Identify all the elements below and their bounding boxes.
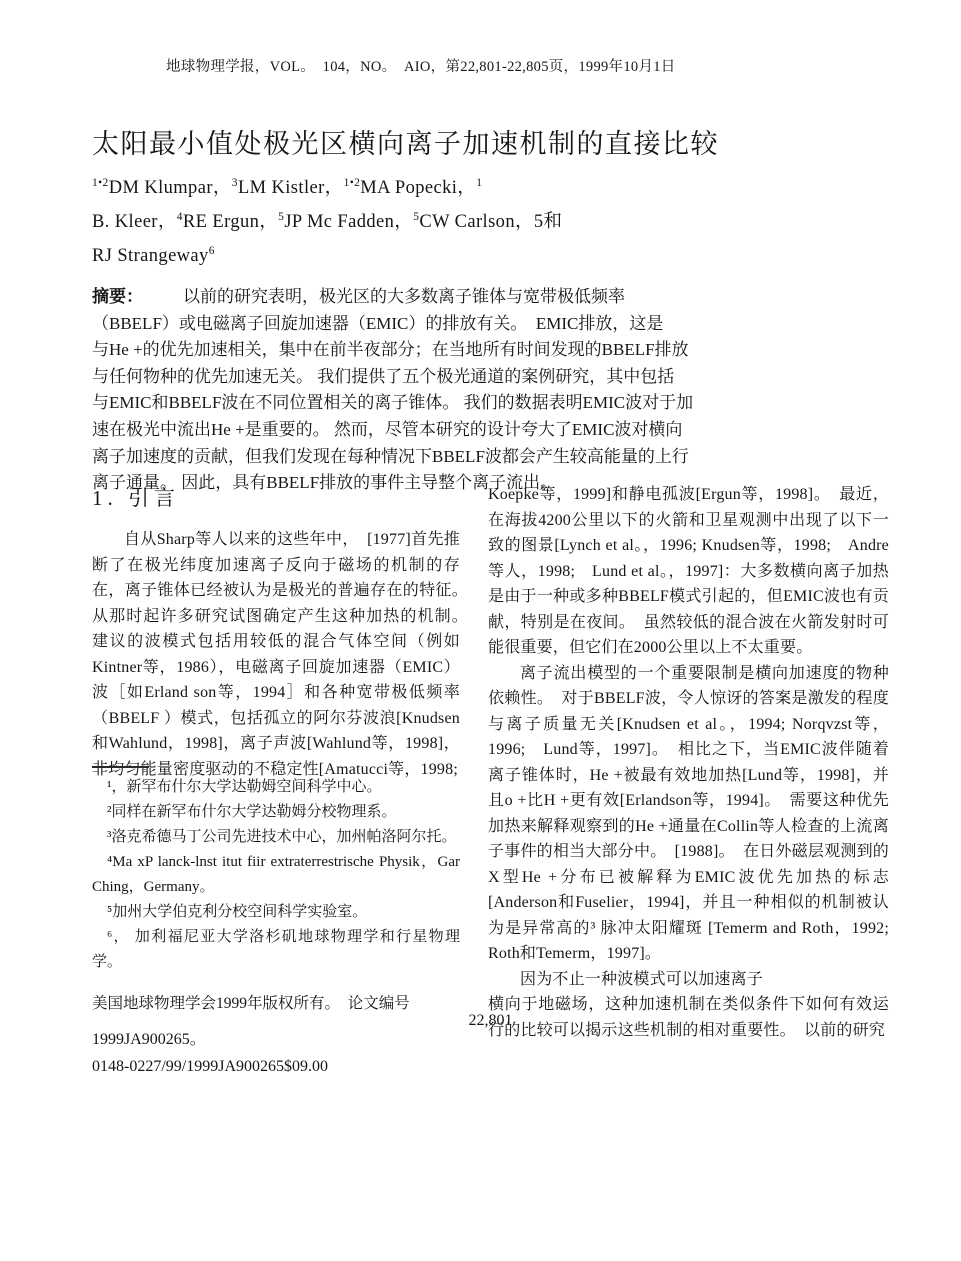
right-column [488,482,889,1182]
intro-paragraph-continued: Koepke等，1999]和静电孤波[Ergun等，1998]。 最近，在海拔4200公里以下的火箭和卫星观测中出现了以下一致的图景[Lynch et al。，1996; Knudsen等，1998; Andre等人，1998; Lund et al。，1997]：大多数横向离子加热是由于一种或多种BBELF模式引起的，但EMIC波也有贡献，特别是在夜间。 虽然较低的混合波在火箭发射时可能很重要，但它们在2000公里以上不太重要。 [488,486,889,656]
author-block [92,171,562,273]
footnote-rule [92,766,149,768]
two-column-body [92,482,889,1182]
abstract-text: 以前的研究表明，极光区的大多数离子锥体与宽带极低频率 [183,287,625,306]
author-line-1: $^{1•2}$DM Klumpar，$^3$LM Kistler，$^{1•2}$MA Popecki，$^1$ [92,176,483,198]
author-line-3: RJ Strangeway$^6$ [92,244,215,266]
intro-paragraph: 自从Sharp等人以来的这些年中， [1977]首先推断了在极光纬度加速离子反向于磁场的机制的存在，离子锥体已经被认为是极光的普遍存在的特征。 从那时起许多研究试图确定产生这种加热的机制。 建议的波模式包括用较低的混合气体空间（例如Kintner等，1986），电磁离子回旋加速器（EMIC）波［如Erland son等，1994］和各种宽带极低频率（BBELF ）模式，包括孤立的阿尔芬波浪[Knudsen和Wahlund，1998]，离子声波[Wahlund等，1998]，非均匀能量密度驱动的不稳定性[Amatucci等，1998; [92,531,477,778]
abstract-line: 离子通量。 因此，具有BBELF排放的事件主导整个离子流出。 [92,473,558,493]
footnote-2: ²同样在新罕布什尔大学达勒姆分校物理系。 [107,804,397,820]
abstract-line: 速在极光中流出He +是重要的。 然而，尽管本研究的设计夸大了EMIC波对横向 [92,419,683,439]
footnote-1: ¹，新罕布什尔大学达勒姆空间科学中心。 [107,779,382,795]
footnote-3: ³洛克希德马丁公司先进技术中心，加州帕洛阿尔托。 [107,829,457,845]
page-number: 22,801 [468,1012,513,1029]
footnote-5: ⁵加州大学伯克利分校空间科学实验室。 [107,904,368,920]
section-heading-introduction: 1. 引言 [92,486,180,510]
abstract [92,284,806,497]
abstract-line: 与EMIC和BBELF波在不同位置相关的离子锥体。 我们的数据表明EMIC波对于加 [92,393,694,413]
abstract-line: （BBELF）或电磁离子回旋加速器（EMIC）的排放有关。 EMIC排放，这是 [92,313,664,333]
footnote-block [92,766,460,1079]
copyright-line: 美国地球物理学会1999年版权所有。 论文编号 [92,995,410,1012]
footnote-6: ⁶， 加利福尼亚大学洛杉矶地球物理学和行星物理学。 [92,929,460,970]
article-number: 1999JA900265。 [92,1031,206,1048]
issn-line: 0148-0227/99/1999JA900265$09.00 [92,1058,328,1075]
author-line-2: B. Kleer，$^4$RE Ergun，$^5$JP Mc Fadden，$^5$CW Carlson，5和 [92,210,563,232]
abstract-line: 与任何物种的优先加速无关。 我们提供了五个极光通道的案例研究，其中包括 [92,366,675,386]
abstract-label: 摘要： [92,287,143,306]
left-column [92,482,477,1182]
paper-title: 太阳最小值处极光区横向离子加速机制的直接比较 [92,129,719,159]
intro-paragraph-2: 离子流出模型的一个重要限制是横向加速度的物种依赖性。 对于BBELF波，令人惊讶的答案是激发的程度与离子质量无关[Knudsen et al。，1994; Norqvzst等，1996; Lund等，1997]。 相比之下，当EMIC波伴随着离子锥体时，He +被最有效地加热[Lund等，1998]，并且o +比H +更有效[Erlandson等，1994]。 需要这种优先加热来解释观察到的He +通量在Collin等人检查的上流离子事件的相当大部分中。 [1988]。 在日外磁层观测到的X型He +分布已被解释为EMIC波优先加热的标志[Anderson和Fuselier，1994]，并且一种相似的机制被认为是异常高的³ 脉冲太阳耀斑 [Temerm and Roth，1992; Roth和Temerm，1997]。 [488,664,889,962]
journal-header: 地球物理学报，VOL。 104，NO。 AIO，第22,801-22,805页，1999年10月1日 [166,59,676,75]
intro-paragraph-3: 因为不止一种波模式可以加速离子 [520,970,764,988]
abstract-line: 离子加速度的贡献，但我们发现在每种情况下BBELF波都会产生较高能量的上行 [92,446,689,466]
footnote-4: ⁴Ma xP lanck-lnst itut fiir extraterrestrische Physik，Gar Ching，Germany。 [92,854,460,895]
abstract-line: 与He +的优先加速相关，集中在前半夜部分；在当地所有时间发现的BBELF排放 [92,340,689,360]
abstract-line [92,284,806,311]
intro-paragraph-3-continued: 横向于地磁场，这种加速机制在类似条件下如何有效运行的比较可以揭示这些机制的相对重要性。 以前的研究 [488,996,889,1039]
